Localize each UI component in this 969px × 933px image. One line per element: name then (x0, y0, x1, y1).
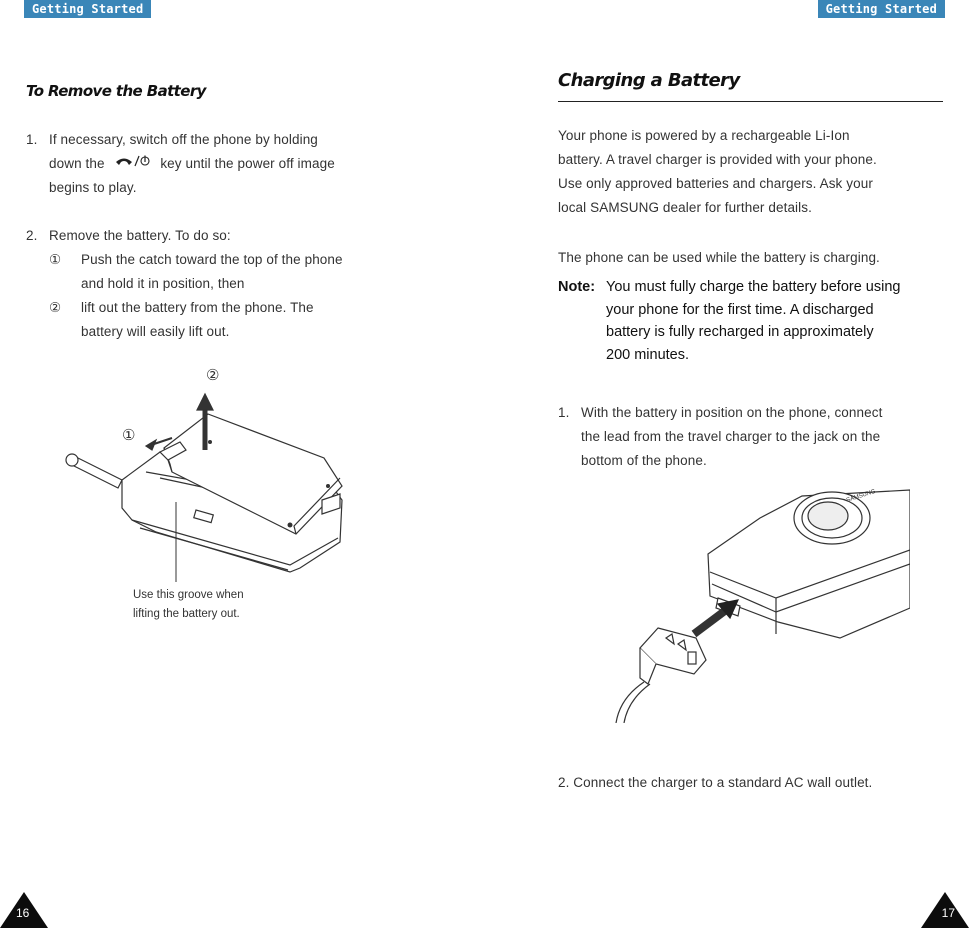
remove-battery-heading: To Remove the Battery (26, 82, 206, 100)
charging-intro: Your phone is powered by a rechargeable Li-Ion battery. A travel charger is provided with your phone. Use only approved batteries and chargers. Ask your local SAMSUNG dealer for further details. (558, 128, 877, 215)
note-block: Note: You must fully charge the battery before using your phone for the first time. A discharged battery is fully recharged in approximately 200 minutes. (558, 276, 958, 366)
step-number: 1. (26, 132, 38, 147)
remove-step-1 (26, 128, 426, 200)
page-number-left: 16 (16, 906, 30, 920)
remove-step-2 (26, 224, 426, 344)
end-power-key-icon (114, 152, 152, 176)
heading-rule (558, 101, 943, 102)
step-line: begins to play. (49, 180, 137, 196)
step-number: 2. (26, 228, 38, 243)
step-line: Push the catch toward the top of the phone (81, 252, 343, 267)
sub-step-marker-1: ① (49, 252, 62, 267)
sub-step-marker-2: ② (49, 300, 62, 315)
charger-illustration (610, 488, 910, 723)
page-number-right: 17 (941, 906, 955, 920)
figure-marker-2: ② (206, 367, 220, 384)
step-line: If necessary, switch off the phone by holding (49, 132, 318, 147)
step-line: down the key until the power off image (49, 152, 426, 176)
battery-removal-illustration (60, 360, 360, 590)
step-line: and hold it in position, then (81, 276, 245, 291)
step-line: battery will easily lift out. (81, 324, 230, 339)
charge-step-1: 1. With the battery in position on the phone, connect the lead from the travel charger to the jack on the bottom of the phone. (558, 401, 958, 473)
note-label: Note: (558, 279, 596, 295)
phone-brand-label: SAMSUNG (845, 488, 877, 504)
figure-marker-1: ① (122, 427, 136, 444)
step-line: Remove the battery. To do so: (49, 228, 231, 243)
charging-heading: Charging a Battery (558, 70, 740, 91)
charge-step-2: 2. Connect the charger to a standard AC wall outlet. (558, 775, 873, 790)
groove-caption: Use this groove when lifting the battery out. (133, 589, 244, 620)
charging-while-using: The phone can be used while the battery is charging. (558, 250, 880, 265)
step-line: lift out the battery from the phone. The (81, 300, 314, 315)
step-number: 1. (558, 405, 570, 420)
section-tag-right: Getting Started (818, 0, 945, 18)
section-tag-left: Getting Started (24, 0, 151, 18)
